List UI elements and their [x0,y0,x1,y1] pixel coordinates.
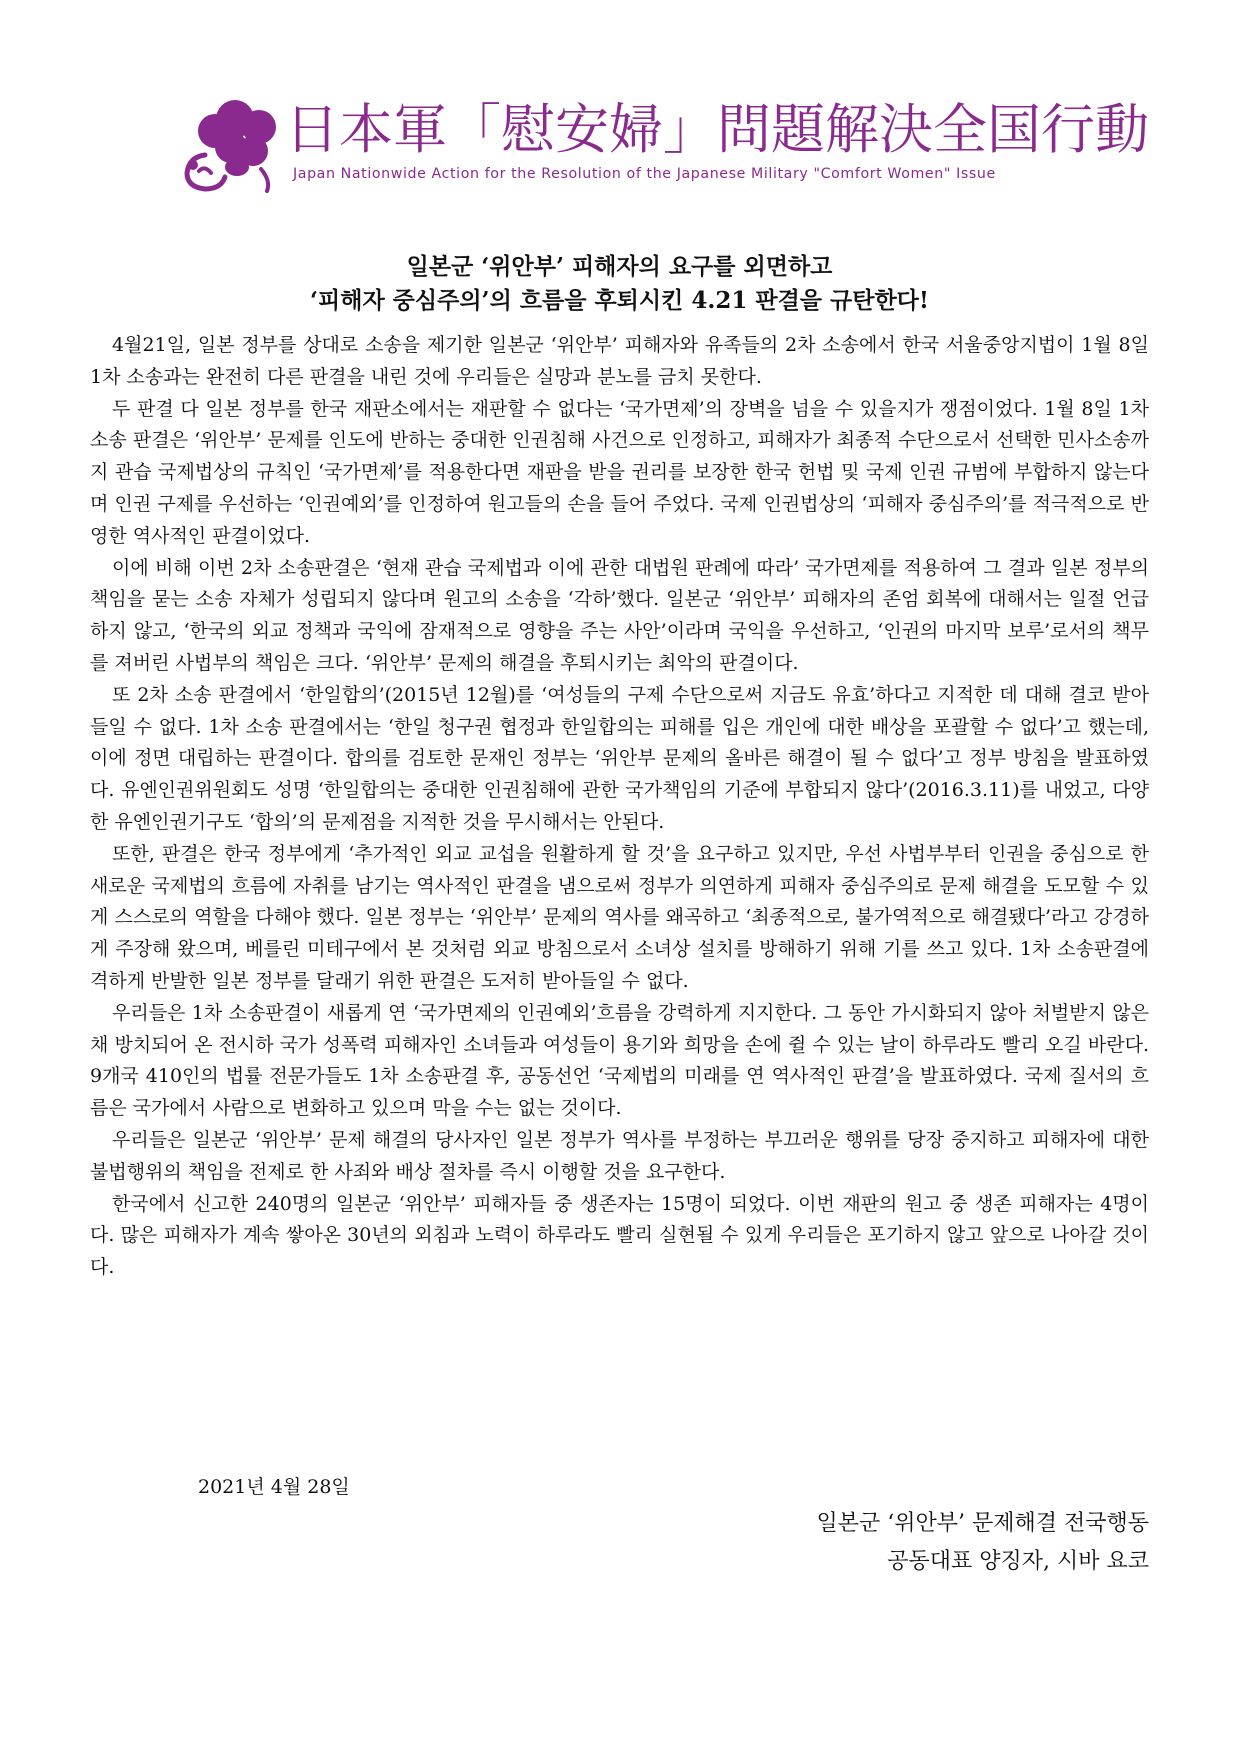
signature-representatives: 공동대표 양징자, 시바 요코 [887,1549,1149,1574]
paragraph: 이에 비해 이번 2차 소송판결은 ‘현재 관습 국제법과 이에 관한 대법원 판례에 따라’ 국가면제를 적용하여 그 결과 일본 정부의 책임을 묻는 소송 자체가 성립되지 않다며 원고의 소송을 ‘각하’했다. 일본군 ‘위안부’ 피해자의 존엄 회복에 대해서는 일절 언급하지 않고, ‘한국의 외교 정책과 국익에 잠재적으로 영향을 주는 사안’이라며 국익을 우선하고, ‘인권의 마지막 보루’로서의 책무를 져버린 사법부의 책임은 크다. ‘위안부’ 문제의 해결을 후퇴시키는 최악의 판결이다. [90,556,1149,674]
title-line-1: 일본군 ‘위안부’ 피해자의 요구를 외면하고 [406,253,833,280]
title-line-2: ‘피해자 중심주의’의 흐름을 후퇴시킨 4.21 판결을 규탄한다! [310,287,929,314]
paragraph: 4월21일, 일본 정부를 상대로 소송을 제기한 일본군 ‘위안부’ 피해자와 유족들의 2차 소송에서 한국 서울중앙지법이 1월 8일 1차 소송과는 완전히 다른 판결을 내린 것에 우리들은 실망과 분노를 금치 못한다. [90,334,1149,388]
paragraph: 또한, 판결은 한국 정부에게 ‘추가적인 외교 교섭을 원활하게 할 것’을 요구하고 있지만, 우선 사법부부터 인권을 중심으로 한 새로운 국제법의 흐름에 자취를 남기는 역사적인 판결을 냄으로써 정부가 의연하게 피해자 중심주의로 문제 해결을 도모할 수 있게 스스로의 역할을 다해야 했다. 일본 정부는 ‘위안부’ 문제의 역사를 왜곡하고 ‘최종적으로, 불가역적으로 해결됐다’라고 강경하게 주장해 왔으며, 베를린 미테구에서 본 것처럼 외교 방침으로서 소녀상 설치를 방해하기 위해 기를 쓰고 있다. 1차 소송판결에 격하게 반발한 일본 정부를 달래기 위한 판결은 도저히 받아들일 수 없다. [90,842,1149,992]
organization-subtitle: Japan Nationwide Action for the Resolution of the Japanese Military "Comfort Women" Issue [293,166,996,182]
letterhead [175,95,1149,195]
paragraph: 또 2차 소송 판결에서 ‘한일합의’(2015년 12월)를 ‘여성들의 구제 수단으로써 지금도 유효’하다고 지적한 데 대해 결코 받아들일 수 없다. 1차 소송 판결에서는 ‘한일 청구권 협정과 한일합의는 피해를 입은 개인에 대한 배상을 포괄할 수 없다’고 했는데, 이에 정면 대립하는 판결이다. 합의를 검토한 문재인 정부는 ‘위안부 문제의 올바른 해결이 될 수 없다’고 정부 방침을 발표하였다. 유엔인권위원회도 성명 ‘한일합의는 중대한 인권침해에 관한 국가책임의 기준에 부합되지 않다’(2016.3.11)를 내었고, 다양한 유엔인권기구도 ‘합의’의 문제점을 지적한 것을 무시해서는 안된다. [90,683,1149,833]
statement-title [90,250,1149,318]
paragraph: 우리들은 일본군 ‘위안부’ 문제 해결의 당사자인 일본 정부가 역사를 부정하는 부끄러운 행위를 당장 중지하고 피해자에 대한 불법행위의 책임을 전제로 한 사죄와 배상 절차를 즉시 이행할 것을 요구한다. [90,1128,1149,1183]
paragraph: 한국에서 신고한 240명의 일본군 ‘위안부’ 피해자들 중 생존자는 15명이 되었다. 이번 재판의 원고 중 생존 피해자는 4명이다. 많은 피해자가 계속 쌓아온 30년의 외침과 노력이 하루라도 빨리 실현될 수 있게 우리들은 포기하지 않고 앞으로 나아갈 것이다. [90,1192,1149,1279]
flower-profile-logo-icon [175,95,295,195]
signature-block [817,1505,1150,1581]
organization-title: 日本軍「慰安婦」問題解決全国行動 [285,98,1149,161]
statement-date: 2021년 4월 28일 [198,1476,350,1498]
statement-body [90,330,1149,1284]
paragraph: 두 판결 다 일본 정부를 한국 재판소에서는 재판할 수 없다는 ‘국가면제’의 장벽을 넘을 수 있을지가 쟁점이었다. 1월 8일 1차소송 판결은 ‘위안부’ 문제를 인도에 반하는 중대한 인권침해 사건으로 인정하고, 피해자가 최종적 수단으로서 선택한 민사소송까지 관습 국제법상의 규칙인 ‘국가면제’를 적용한다면 재판을 받을 권리를 보장한 한국 헌법 및 국제 인권 규범에 부합하지 않는다며 인권 구제를 우선하는 ‘인권예외’를 인정하여 원고들의 손을 들어 주었다. 국제 인권법상의 ‘피해자 중심주의’를 적극적으로 반영한 역사적인 판결이었다. [90,397,1149,547]
signature-organization: 일본군 ‘위안부’ 문제해결 전국행동 [816,1511,1149,1536]
paragraph: 우리들은 1차 소송판결이 새롭게 연 ‘국가면제의 인권예외’흐름을 강력하게 지지한다. 그 동안 가시화되지 않아 처벌받지 않은채 방치되어 온 전시하 국가 성폭력 피해자인 소녀들과 여성들이 용기와 희망을 손에 쥘 수 있는 날이 하루라도 빨리 오길 바란다. 9개국 410인의 법률 전문가들도 1차 소송판결 후, 공동선언 ‘국제법의 미래를 연 역사적인 판결’을 발표하였다. 국제 질서의 흐름은 국가에서 사람으로 변화하고 있으며 막을 수는 없는 것이다. [90,1001,1149,1120]
